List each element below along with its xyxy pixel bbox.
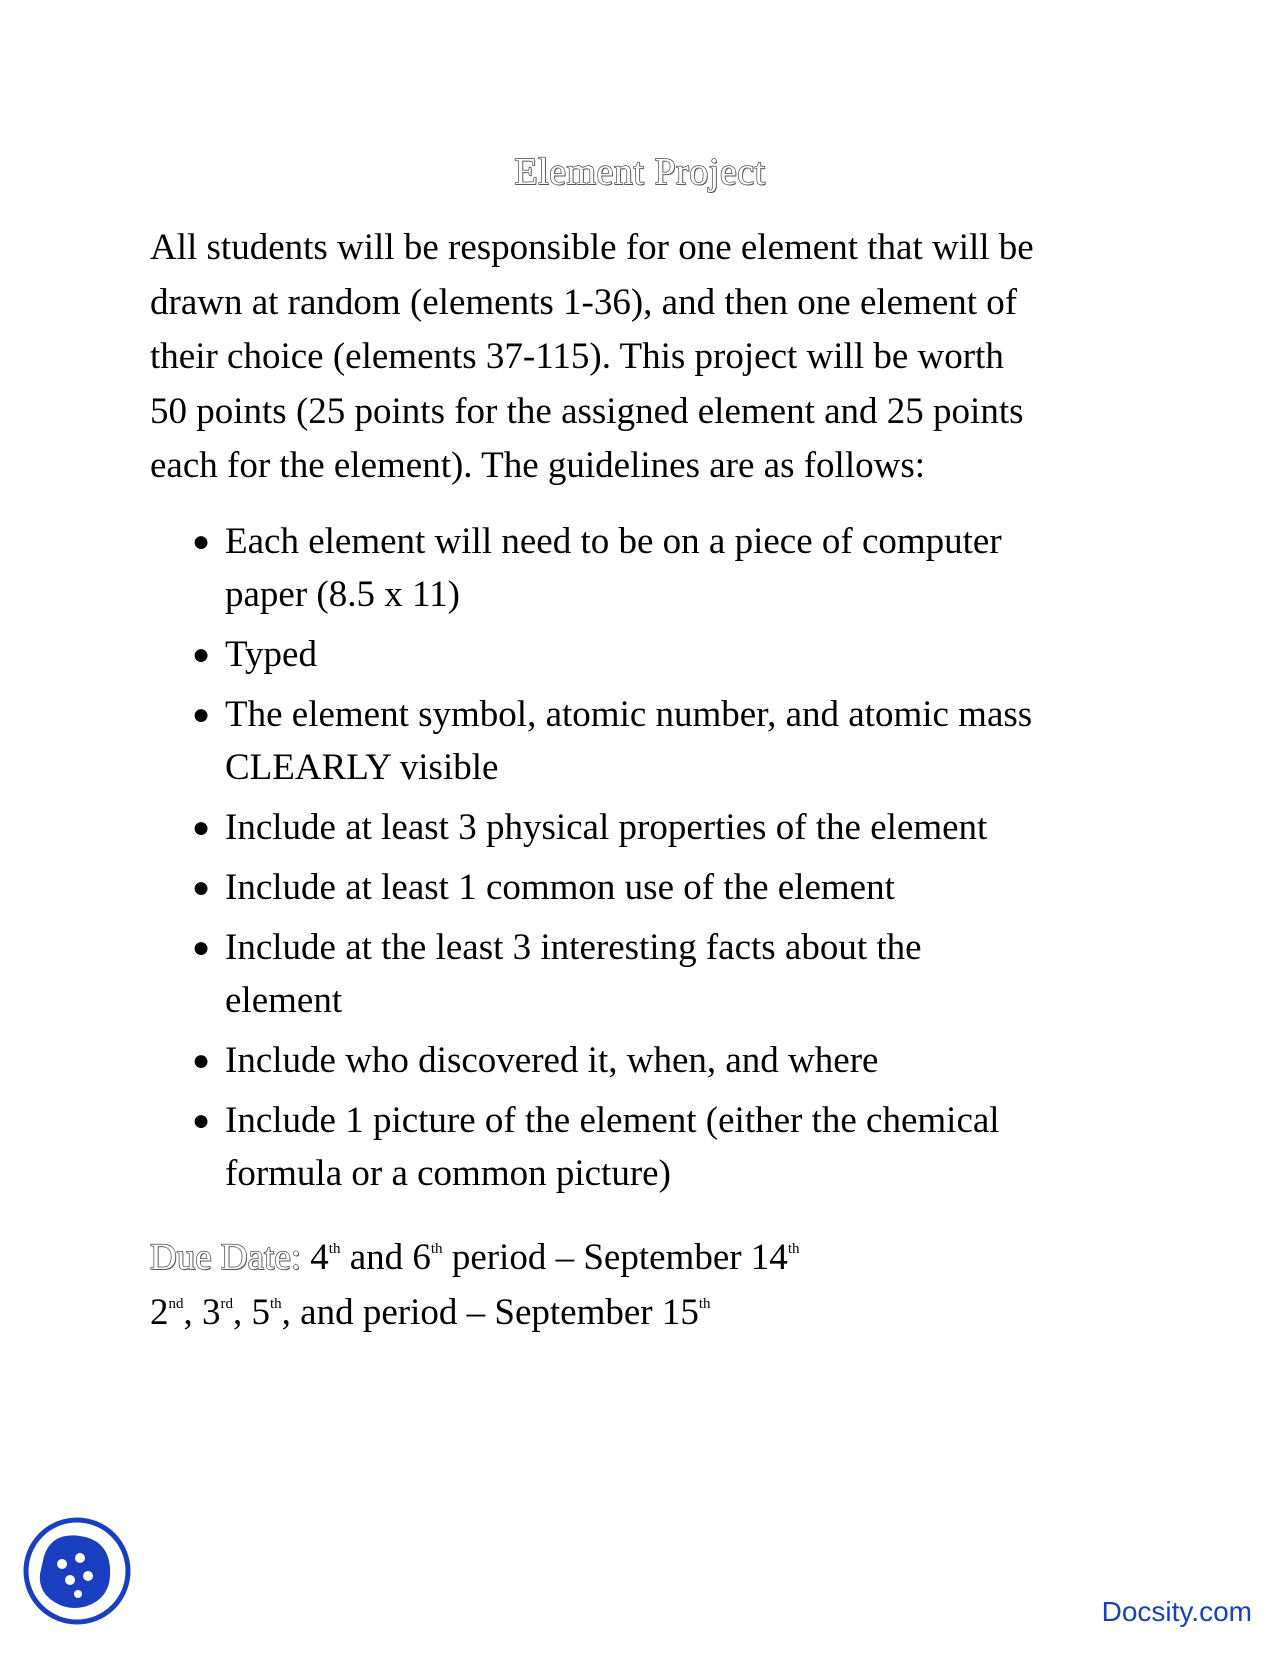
list-item: [150, 1034, 1130, 1087]
due-text: period – September 14: [442, 1237, 788, 1278]
guideline-text: Include at least 1 common use of the element: [225, 867, 895, 908]
period-number: 2: [150, 1292, 169, 1333]
bullet-icon: ●: [192, 1044, 211, 1077]
list-item: [150, 861, 1130, 914]
due-date-line-1: [150, 1230, 1130, 1285]
intro-line: each for the element). The guidelines are as follows:: [150, 445, 925, 486]
due-date-label: Due Date:: [150, 1237, 302, 1278]
docsity-logo-icon[interactable]: [22, 1516, 132, 1626]
ordinal-suffix: th: [698, 1296, 711, 1312]
due-text: and: [340, 1237, 413, 1278]
ordinal-suffix: th: [270, 1296, 282, 1312]
period-number: 3: [202, 1292, 221, 1333]
list-item: [150, 801, 1130, 854]
bullet-icon: ●: [192, 698, 211, 731]
period-number: 6: [412, 1237, 431, 1278]
bullet-icon: ●: [192, 871, 211, 904]
ordinal-suffix: th: [328, 1241, 341, 1257]
bullet-icon: ●: [192, 638, 211, 671]
list-item: [150, 688, 1035, 794]
guideline-text: Include at least 3 physical properties of the element: [225, 807, 988, 848]
due-text: , and period – September 15: [281, 1292, 699, 1333]
list-item: [150, 1094, 1085, 1200]
ordinal-suffix: th: [430, 1241, 443, 1257]
docsity-brand-link[interactable]: Docsity.com: [1101, 1596, 1252, 1627]
due-date-block: [150, 1230, 1130, 1340]
intro-line: All students will be responsible for one element that will be: [150, 227, 1034, 268]
bullet-icon: ●: [192, 525, 211, 558]
due-text: ,: [233, 1292, 252, 1333]
guideline-text: Include 1 picture of the element (either the chemical formula or a common picture): [225, 1100, 1000, 1194]
due-date-line-2: [150, 1285, 1130, 1340]
intro-line: drawn at random (elements 1-36), and then one element of: [150, 281, 1018, 323]
period-number: 5: [251, 1292, 270, 1333]
bullet-icon: ●: [192, 931, 211, 964]
guideline-text: Typed: [225, 634, 317, 675]
due-text: ,: [183, 1292, 202, 1333]
list-item: [150, 921, 995, 1027]
guideline-text: The element symbol, atomic number, and atomic mass CLEARLY visible: [225, 694, 1033, 788]
ordinal-suffix: th: [787, 1241, 800, 1257]
intro-line: 50 points (25 points for the assigned element and 25 points: [150, 390, 1024, 432]
guideline-text: Each element will need to be on a piece of computer paper (8.5 x 11): [225, 521, 1002, 615]
bullet-icon: ●: [192, 811, 211, 844]
document-title: Element Project: [514, 151, 766, 193]
ordinal-suffix: nd: [168, 1296, 184, 1312]
guidelines-list: [150, 515, 1130, 1207]
guideline-text: Include who discovered it, when, and where: [225, 1040, 879, 1081]
list-item: [150, 628, 1130, 681]
ordinal-suffix: rd: [220, 1296, 233, 1312]
bullet-icon: ●: [192, 1104, 211, 1137]
intro-line: their choice (elements 37-115). This project will be worth: [150, 336, 1004, 377]
list-item: [150, 515, 1055, 621]
period-number: 4: [310, 1237, 329, 1278]
intro-paragraph: [150, 221, 1130, 494]
guideline-text: Include at the least 3 interesting facts about the element: [225, 927, 922, 1021]
